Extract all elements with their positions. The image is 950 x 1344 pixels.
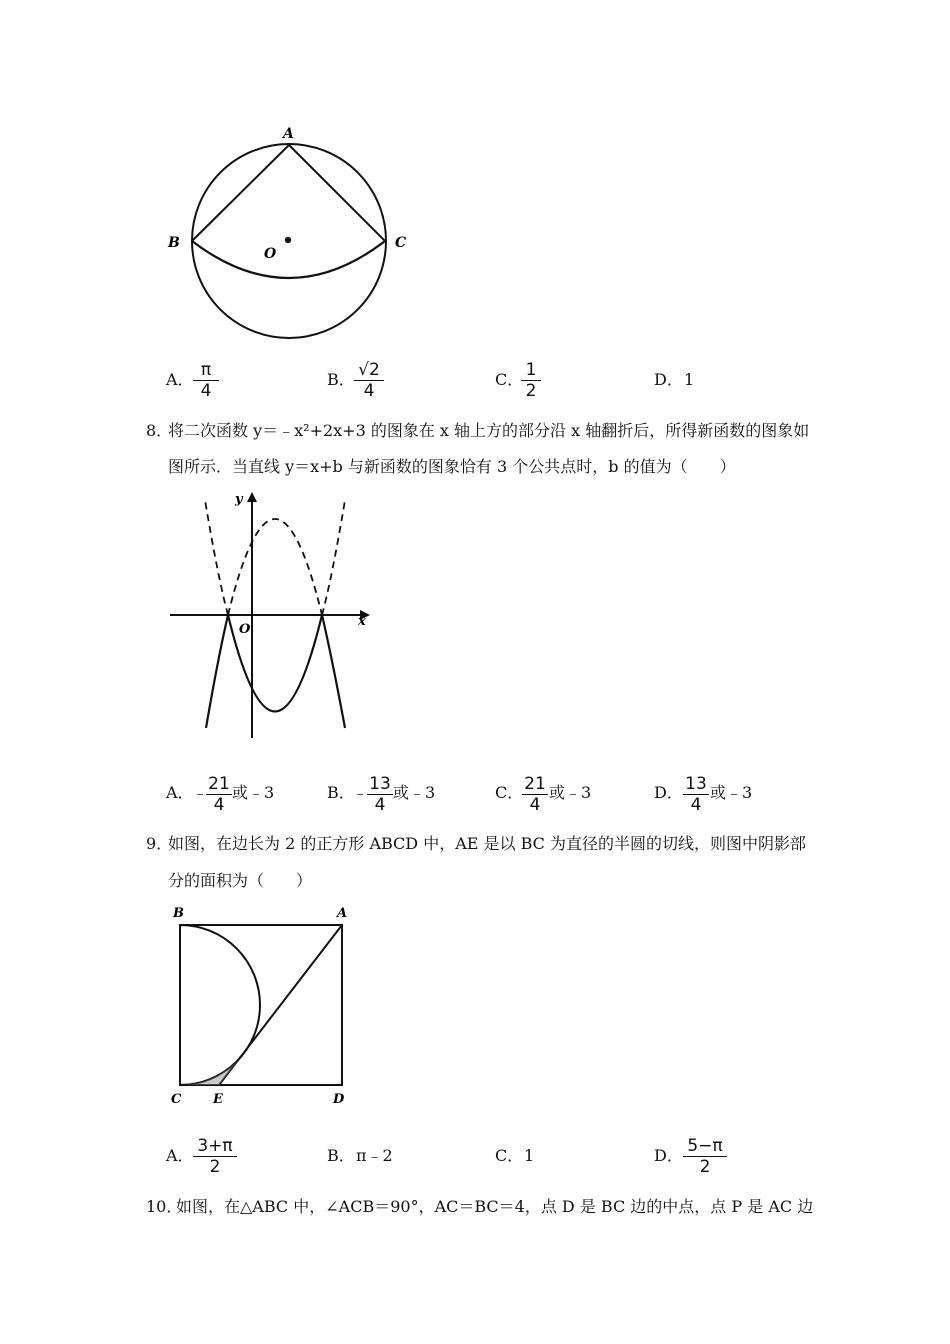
label-c: C bbox=[395, 235, 407, 251]
q8-option-c-letter: C． bbox=[495, 783, 524, 802]
q8-option-b-tail: 或﹣3 bbox=[393, 783, 436, 802]
label-b: B bbox=[168, 235, 180, 251]
q9-option-c-letter: C． bbox=[495, 1146, 524, 1165]
solid-left-branch bbox=[206, 615, 228, 728]
q9-option-d-den: 2 bbox=[699, 1157, 711, 1177]
q8-option-a-sign: ﹣ bbox=[192, 783, 209, 802]
q8-option-b-sign: ﹣ bbox=[352, 783, 369, 802]
center-dot bbox=[285, 237, 291, 243]
dashed-right-branch bbox=[322, 500, 345, 615]
label-y: y bbox=[235, 492, 243, 507]
semicircle-bc bbox=[180, 925, 260, 1085]
q9-option-b-letter: B． bbox=[327, 1146, 355, 1165]
q7-option-b-den: 4 bbox=[363, 381, 375, 401]
label-d: D bbox=[333, 1092, 345, 1107]
q8-text-line2: 图所示．当直线 y＝x+b 与新函数的图象恰有 3 个公共点时，b 的值为（ ） bbox=[168, 457, 736, 476]
q9-option-a-num: 3+π bbox=[197, 1136, 233, 1156]
q8-option-d-letter: D． bbox=[654, 783, 683, 802]
q9-option-a-letter: A． bbox=[166, 1146, 194, 1165]
q7-option-c-num: 1 bbox=[525, 360, 537, 380]
q8-option-d-den: 4 bbox=[690, 795, 702, 815]
q7-option-a-letter: A． bbox=[166, 370, 194, 389]
q8-option-c-fraction bbox=[522, 774, 548, 815]
q7-option-a-fraction bbox=[193, 360, 219, 401]
q8-option-a-tail: 或﹣3 bbox=[232, 783, 275, 802]
q7-option-c-den: 2 bbox=[525, 381, 537, 401]
label-x: x bbox=[358, 614, 366, 629]
q9-number: 9． bbox=[146, 834, 173, 853]
q7-option-c-fraction bbox=[521, 360, 541, 401]
q9-option-d-num: 5−π bbox=[687, 1136, 723, 1156]
label-a: A bbox=[337, 906, 348, 921]
q9-option-d-fraction bbox=[683, 1136, 727, 1177]
q8-number: 8． bbox=[146, 421, 173, 440]
chord-ac bbox=[289, 145, 385, 241]
solid-right-branch bbox=[322, 615, 345, 728]
q7-figure bbox=[160, 120, 420, 345]
q7-option-b-num: √2 bbox=[358, 360, 380, 380]
q8-option-c-num: 21 bbox=[524, 774, 546, 794]
q9-text-line2: 分的面积为（ ） bbox=[168, 871, 313, 890]
q8-option-a-num: 21 bbox=[208, 774, 230, 794]
label-o: O bbox=[264, 246, 277, 262]
q9-text-line1: 如图，在边长为 2 的正方形 ABCD 中，AE 是以 BC 为直径的半圆的切线，则图中阴影部 bbox=[168, 834, 806, 853]
label-a: A bbox=[283, 126, 294, 142]
label-e: E bbox=[213, 1092, 223, 1107]
q8-graph bbox=[160, 488, 380, 743]
q7-option-b-fraction bbox=[354, 360, 384, 401]
q8-option-d-num: 13 bbox=[685, 774, 707, 794]
q9-option-a-den: 2 bbox=[209, 1157, 221, 1177]
q7-option-a-num: π bbox=[200, 360, 212, 380]
dashed-left-branch bbox=[205, 500, 228, 615]
label-c: C bbox=[171, 1092, 182, 1107]
shaded-region bbox=[180, 1049, 247, 1085]
q10-text-line1: 如图，在△ABC 中，∠ACB＝90°，AC＝BC＝4，点 D 是 BC 边的中点，点 P 是 AC 边 bbox=[176, 1197, 814, 1216]
q8-option-b-den: 4 bbox=[374, 795, 386, 815]
y-axis-arrow bbox=[247, 492, 257, 502]
chord-ab bbox=[192, 145, 289, 241]
q9-figure bbox=[165, 900, 365, 1110]
q7-option-d-value: 1 bbox=[684, 370, 695, 389]
q8-option-b-num: 13 bbox=[369, 774, 391, 794]
q8-option-d-tail: 或﹣3 bbox=[710, 783, 753, 802]
label-origin: O bbox=[239, 622, 251, 637]
q8-option-b-fraction bbox=[367, 774, 393, 815]
q9-option-c-value: 1 bbox=[524, 1146, 535, 1165]
q8-option-d-fraction bbox=[683, 774, 709, 815]
q8-option-b-letter: B． bbox=[327, 783, 355, 802]
q8-option-c-den: 4 bbox=[529, 795, 541, 815]
q7-option-c-letter: C． bbox=[495, 370, 524, 389]
q10-number: 10． bbox=[146, 1197, 183, 1216]
q9-option-b-value: π﹣2 bbox=[356, 1146, 393, 1165]
q8-option-c-tail: 或﹣3 bbox=[549, 783, 592, 802]
q8-option-a-den: 4 bbox=[213, 795, 225, 815]
q9-option-d-letter: D． bbox=[654, 1146, 683, 1165]
q7-option-b-letter: B． bbox=[327, 370, 355, 389]
label-b: B bbox=[173, 906, 184, 921]
q7-option-d-letter: D． bbox=[654, 370, 683, 389]
q8-text-line1: 将二次函数 y＝﹣x²+2x+3 的图象在 x 轴上方的部分沿 x 轴翻折后，所得新函数的图象如 bbox=[168, 421, 810, 440]
q7-option-a-den: 4 bbox=[200, 381, 212, 401]
dashed-arch bbox=[228, 519, 322, 615]
q8-option-a-fraction bbox=[206, 774, 232, 815]
q9-option-a-fraction bbox=[193, 1136, 237, 1177]
arc-bc bbox=[192, 241, 385, 278]
q8-option-a-letter: A． bbox=[166, 783, 194, 802]
